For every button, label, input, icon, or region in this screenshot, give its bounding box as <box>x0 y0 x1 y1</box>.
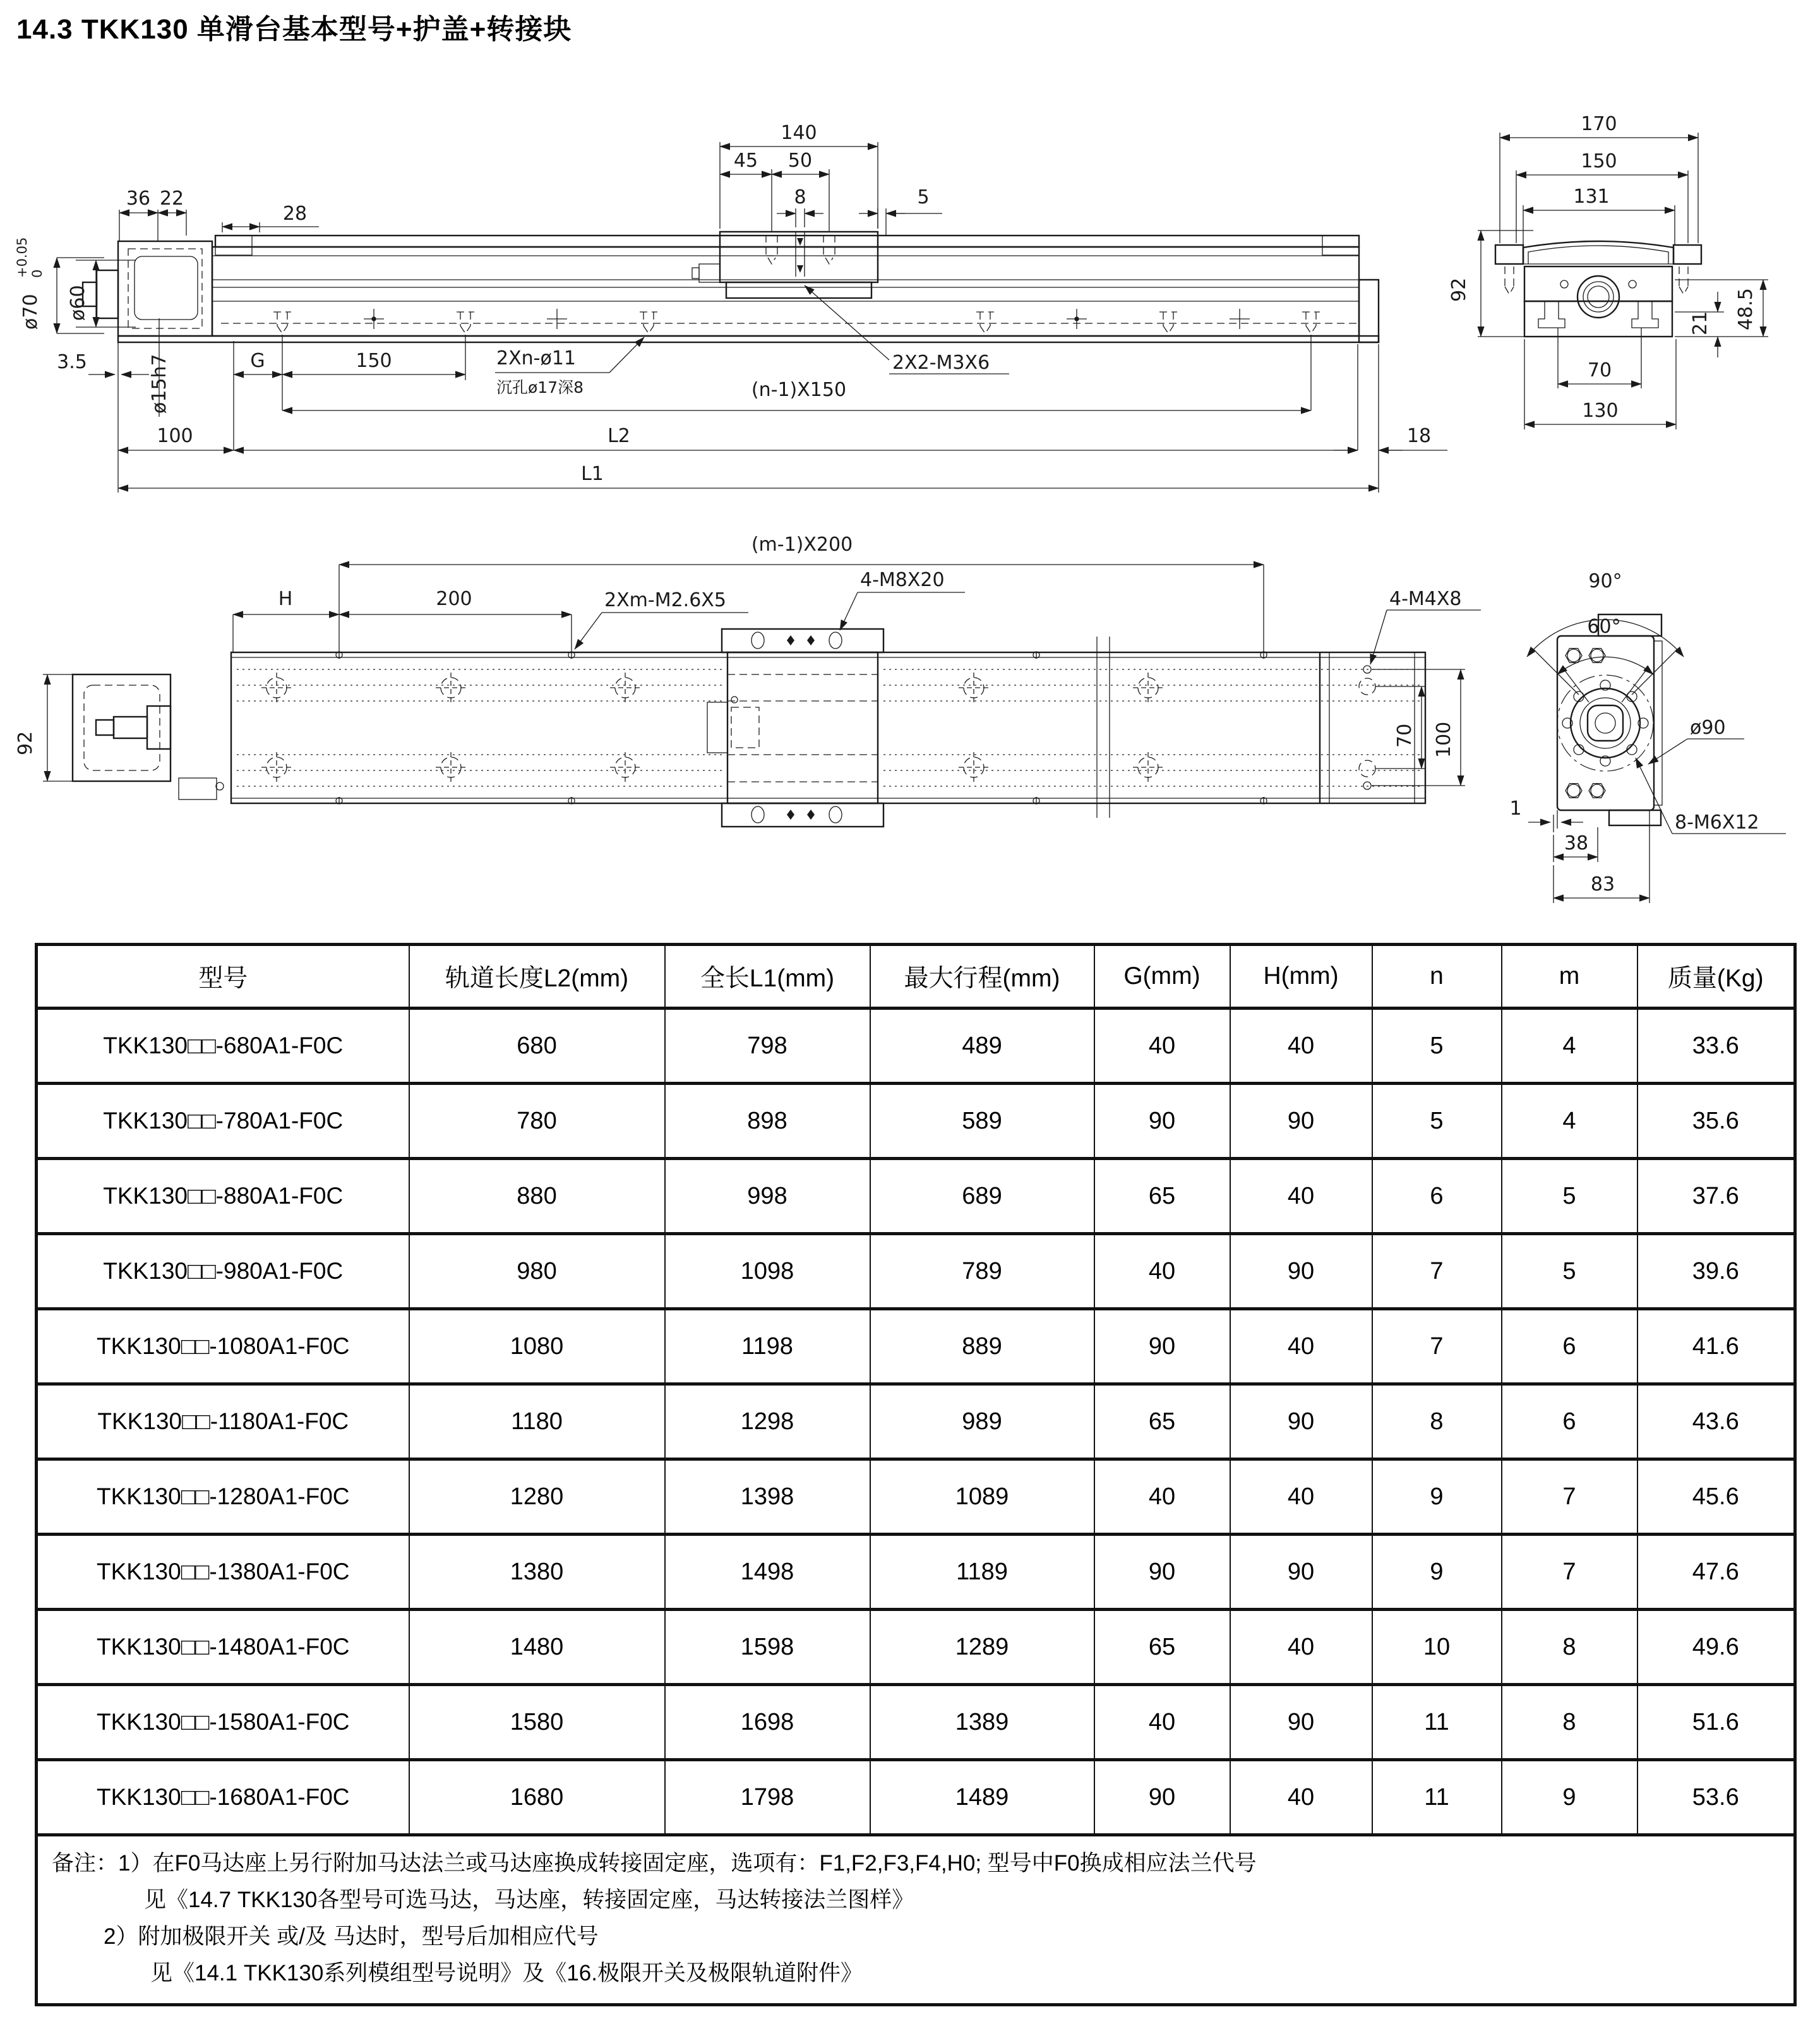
cell-h: 90 <box>1230 1535 1372 1610</box>
rail-counterbore-holes <box>273 312 1320 333</box>
table-row <box>37 1685 1795 1760</box>
notes-cell <box>37 1835 1795 2005</box>
dim-131: 131 <box>1573 186 1610 208</box>
cell-g: 40 <box>1094 1459 1230 1535</box>
svg-text:21: 21 <box>1689 311 1711 335</box>
dim-3-5: 3.5 <box>57 351 87 373</box>
cell-g: 90 <box>1094 1535 1230 1610</box>
dim-45: 45 <box>733 150 758 172</box>
cell-h: 90 <box>1230 1384 1372 1459</box>
cell-weight: 53.6 <box>1637 1760 1795 1835</box>
dim-170: 170 <box>1581 113 1617 135</box>
cell-n: 8 <box>1372 1384 1502 1459</box>
cell-g: 65 <box>1094 1610 1230 1685</box>
cell-g: 40 <box>1094 1234 1230 1309</box>
cell-weight: 39.6 <box>1637 1234 1795 1309</box>
cell-weight: 47.6 <box>1637 1535 1795 1610</box>
dim-dia60 <box>67 285 89 321</box>
table-header-row <box>37 945 1795 1009</box>
cell-l2: 1380 <box>409 1535 665 1610</box>
cell-model: TKK130□□-1580A1-F0C <box>37 1685 409 1760</box>
dim-38: 38 <box>1564 832 1589 854</box>
view1-elevation <box>63 232 1379 342</box>
dim-140: 140 <box>781 122 817 144</box>
hex-bolts <box>1566 649 1605 798</box>
cell-n: 9 <box>1372 1459 1502 1535</box>
cell-model: TKK130□□-1280A1-F0C <box>37 1459 409 1535</box>
cell-n: 5 <box>1372 1009 1502 1084</box>
cell-model: TKK130□□-1380A1-F0C <box>37 1535 409 1610</box>
cell-weight: 37.6 <box>1637 1159 1795 1234</box>
dim-5: 5 <box>917 186 930 208</box>
cell-l1: 1198 <box>665 1309 870 1384</box>
cell-max-stroke: 789 <box>870 1234 1094 1309</box>
table-row <box>37 1535 1795 1610</box>
spec-table <box>35 943 1797 2006</box>
view1-end-view <box>1448 113 1768 429</box>
dim-36: 36 <box>126 188 151 210</box>
cell-l2: 880 <box>409 1159 665 1234</box>
cell-m: 5 <box>1502 1159 1637 1234</box>
cell-max-stroke: 1089 <box>870 1459 1094 1535</box>
cell-h: 90 <box>1230 1084 1372 1159</box>
dim-83: 83 <box>1590 873 1615 895</box>
cell-weight: 51.6 <box>1637 1685 1795 1760</box>
svg-text:ø60: ø60 <box>67 285 89 321</box>
cell-h: 40 <box>1230 1309 1372 1384</box>
cell-max-stroke: 1489 <box>870 1760 1094 1835</box>
dim-m1x200: (m-1)X200 <box>751 534 853 556</box>
cell-n: 7 <box>1372 1309 1502 1384</box>
table-row <box>37 1384 1795 1459</box>
cell-n: 6 <box>1372 1159 1502 1234</box>
cad-drawing <box>0 0 1820 935</box>
svg-text:ø70: ø70 <box>20 294 42 330</box>
dim-100: 100 <box>157 425 193 447</box>
svg-text:92: 92 <box>1448 277 1470 302</box>
carriage-flange-holes <box>751 632 842 823</box>
cell-h: 40 <box>1230 1009 1372 1084</box>
table-row <box>37 1309 1795 1384</box>
table-row <box>37 1610 1795 1685</box>
dim-100-plan <box>1433 722 1455 758</box>
cell-n: 11 <box>1372 1760 1502 1835</box>
cell-weight: 41.6 <box>1637 1309 1795 1384</box>
cell-g: 90 <box>1094 1084 1230 1159</box>
dim-21 <box>1689 311 1711 335</box>
cell-h: 40 <box>1230 1459 1372 1535</box>
col-header-l1: 全长L1(mm) <box>665 945 870 1009</box>
cell-g: 65 <box>1094 1159 1230 1234</box>
cell-model: TKK130□□-1180A1-F0C <box>37 1384 409 1459</box>
cell-l1: 1798 <box>665 1760 870 1835</box>
cell-max-stroke: 1289 <box>870 1610 1094 1685</box>
label-2x2-m3x6: 2X2-M3X6 <box>892 352 990 374</box>
cell-max-stroke: 889 <box>870 1309 1094 1384</box>
dim-G: G <box>250 350 265 372</box>
label-4-m4x8: 4-M4X8 <box>1389 588 1462 610</box>
dim-H: H <box>278 588 293 610</box>
cell-n: 7 <box>1372 1234 1502 1309</box>
cell-max-stroke: 589 <box>870 1084 1094 1159</box>
view2-end-view <box>1509 570 1786 914</box>
note-line-4: 见《14.1 TKK130系列模组型号说明》及《16.极限开关及极限轨道附件》 <box>150 1961 863 1985</box>
svg-text:48.5: 48.5 <box>1735 288 1757 330</box>
cell-model: TKK130□□-980A1-F0C <box>37 1234 409 1309</box>
col-header-g: G(mm) <box>1094 945 1230 1009</box>
cell-g: 40 <box>1094 1685 1230 1760</box>
cell-max-stroke: 689 <box>870 1159 1094 1234</box>
table-row <box>37 1084 1795 1159</box>
col-header-n: n <box>1372 945 1502 1009</box>
cell-weight: 43.6 <box>1637 1384 1795 1459</box>
dim-L2: L2 <box>608 425 630 447</box>
cell-l2: 780 <box>409 1084 665 1159</box>
cell-l1: 998 <box>665 1159 870 1234</box>
svg-text:ø15h7: ø15h7 <box>148 354 171 414</box>
cell-weight: 33.6 <box>1637 1009 1795 1084</box>
dim-92-plan <box>15 731 37 755</box>
col-header-h: H(mm) <box>1230 945 1372 1009</box>
svg-text:70: 70 <box>1394 723 1416 748</box>
cell-l1: 1098 <box>665 1234 870 1309</box>
table-row <box>37 1459 1795 1535</box>
dim-90deg: 90° <box>1588 570 1622 592</box>
label-4-m8x20: 4-M8X20 <box>860 569 945 591</box>
view1-dimensions <box>15 122 1447 493</box>
table-row <box>37 1760 1795 1835</box>
cell-g: 90 <box>1094 1309 1230 1384</box>
dim-200: 200 <box>436 588 472 610</box>
cell-model: TKK130□□-680A1-F0C <box>37 1009 409 1084</box>
dim-70: 70 <box>1587 359 1612 381</box>
table-row <box>37 1234 1795 1309</box>
cell-g: 40 <box>1094 1009 1230 1084</box>
note-line-1: 备注：1）在F0马达座上另行附加马达法兰或马达座换成转接固定座，选项有：F1,F2,F3,F4,H0; 型号中F0换成相应法兰代号 <box>52 1851 1257 1876</box>
cell-h: 90 <box>1230 1234 1372 1309</box>
cell-l1: 1598 <box>665 1610 870 1685</box>
note-line-2: 见《14.7 TKK130各型号可选马达，马达座，转接固定座，马达转接法兰图样》 <box>144 1888 914 1912</box>
cell-m: 6 <box>1502 1384 1637 1459</box>
cell-m: 4 <box>1502 1084 1637 1159</box>
cell-m: 7 <box>1502 1535 1637 1610</box>
col-header-model: 型号 <box>37 945 409 1009</box>
cell-model: TKK130□□-880A1-F0C <box>37 1159 409 1234</box>
cell-max-stroke: 1389 <box>870 1685 1094 1760</box>
label-8-m6x12: 8-M6X12 <box>1675 811 1759 834</box>
dim-150: 150 <box>356 350 392 372</box>
svg-text:+0.05: +0.05 <box>15 237 30 278</box>
label-counterbore: 沉孔ø17深8 <box>496 378 584 397</box>
cell-n: 11 <box>1372 1685 1502 1760</box>
table-row <box>37 1009 1795 1084</box>
dim-22: 22 <box>159 188 184 210</box>
cell-m: 5 <box>1502 1234 1637 1309</box>
cell-l2: 980 <box>409 1234 665 1309</box>
dim-60deg: 60° <box>1587 616 1621 638</box>
cell-l1: 898 <box>665 1084 870 1159</box>
cell-n: 10 <box>1372 1610 1502 1685</box>
svg-text:92: 92 <box>15 731 37 755</box>
dim-18: 18 <box>1406 425 1432 447</box>
cell-l2: 1680 <box>409 1760 665 1835</box>
cell-l1: 1398 <box>665 1459 870 1535</box>
cell-m: 7 <box>1502 1459 1637 1535</box>
cell-l1: 798 <box>665 1009 870 1084</box>
dim-dia70 <box>15 237 45 330</box>
dim-50: 50 <box>787 150 813 172</box>
cell-model: TKK130□□-1480A1-F0C <box>37 1610 409 1685</box>
cell-g: 90 <box>1094 1760 1230 1835</box>
dim-92 <box>1448 278 1470 302</box>
cell-h: 40 <box>1230 1760 1372 1835</box>
cell-m: 8 <box>1502 1610 1637 1685</box>
cell-m: 4 <box>1502 1009 1637 1084</box>
cell-model: TKK130□□-1080A1-F0C <box>37 1309 409 1384</box>
cell-m: 9 <box>1502 1760 1637 1835</box>
cell-l1: 1498 <box>665 1535 870 1610</box>
cell-weight: 35.6 <box>1637 1084 1795 1159</box>
cell-l2: 1280 <box>409 1459 665 1535</box>
dim-8: 8 <box>794 186 806 208</box>
cell-l1: 1298 <box>665 1384 870 1459</box>
cell-l2: 1080 <box>409 1309 665 1384</box>
cell-n: 5 <box>1372 1084 1502 1159</box>
spec-table-wrapper <box>35 943 1797 2006</box>
cell-h: 40 <box>1230 1610 1372 1685</box>
col-header-max-stroke: 最大行程(mm) <box>870 945 1094 1009</box>
cell-max-stroke: 1189 <box>870 1535 1094 1610</box>
cell-model: TKK130□□-1680A1-F0C <box>37 1760 409 1835</box>
table-row <box>37 1159 1795 1234</box>
page-title: 14.3 TKK130 单滑台基本型号+护盖+转接块 <box>16 14 572 45</box>
cell-h: 40 <box>1230 1159 1372 1234</box>
col-header-l2: 轨道长度L2(mm) <box>409 945 665 1009</box>
cell-l2: 1580 <box>409 1685 665 1760</box>
cell-m: 6 <box>1502 1309 1637 1384</box>
cell-m: 8 <box>1502 1685 1637 1760</box>
dim-L1: L1 <box>581 463 604 485</box>
cell-weight: 49.6 <box>1637 1610 1795 1685</box>
col-header-m: m <box>1502 945 1637 1009</box>
dim-dia15h7 <box>148 354 171 414</box>
svg-text:100: 100 <box>1433 721 1455 758</box>
dim-48-5 <box>1735 288 1757 330</box>
dim-1: 1 <box>1509 798 1522 820</box>
cell-l2: 680 <box>409 1009 665 1084</box>
cell-weight: 45.6 <box>1637 1459 1795 1535</box>
notes-row <box>37 1835 1795 2005</box>
cell-max-stroke: 489 <box>870 1009 1094 1084</box>
view2-plan <box>15 534 1481 827</box>
cell-n: 9 <box>1372 1535 1502 1610</box>
dim-n1x150: (n-1)X150 <box>751 379 847 401</box>
plan-holes <box>261 673 1163 782</box>
cell-max-stroke: 989 <box>870 1384 1094 1459</box>
dim-28: 28 <box>282 203 308 225</box>
col-header-weight: 质量(Kg) <box>1637 945 1795 1009</box>
svg-text:0: 0 <box>30 269 45 278</box>
dim-dia90: ø90 <box>1690 717 1726 739</box>
dim-150b: 150 <box>1581 150 1617 172</box>
cell-model: TKK130□□-780A1-F0C <box>37 1084 409 1159</box>
cell-h: 90 <box>1230 1685 1372 1760</box>
label-rail-holes: 2Xn-ø11 <box>496 347 577 369</box>
label-2xm-m26: 2Xm-M2.6X5 <box>604 589 726 611</box>
note-line-3: 2）附加极限开关 或/及 马达时，型号后加相应代号 <box>104 1924 599 1949</box>
cell-l2: 1180 <box>409 1384 665 1459</box>
dim-130: 130 <box>1582 400 1619 422</box>
center-marks <box>364 309 1250 329</box>
cell-l1: 1698 <box>665 1685 870 1760</box>
cell-g: 65 <box>1094 1384 1230 1459</box>
cell-l2: 1480 <box>409 1610 665 1685</box>
dim-70-plan <box>1394 724 1416 748</box>
flange-screws <box>1562 680 1648 766</box>
